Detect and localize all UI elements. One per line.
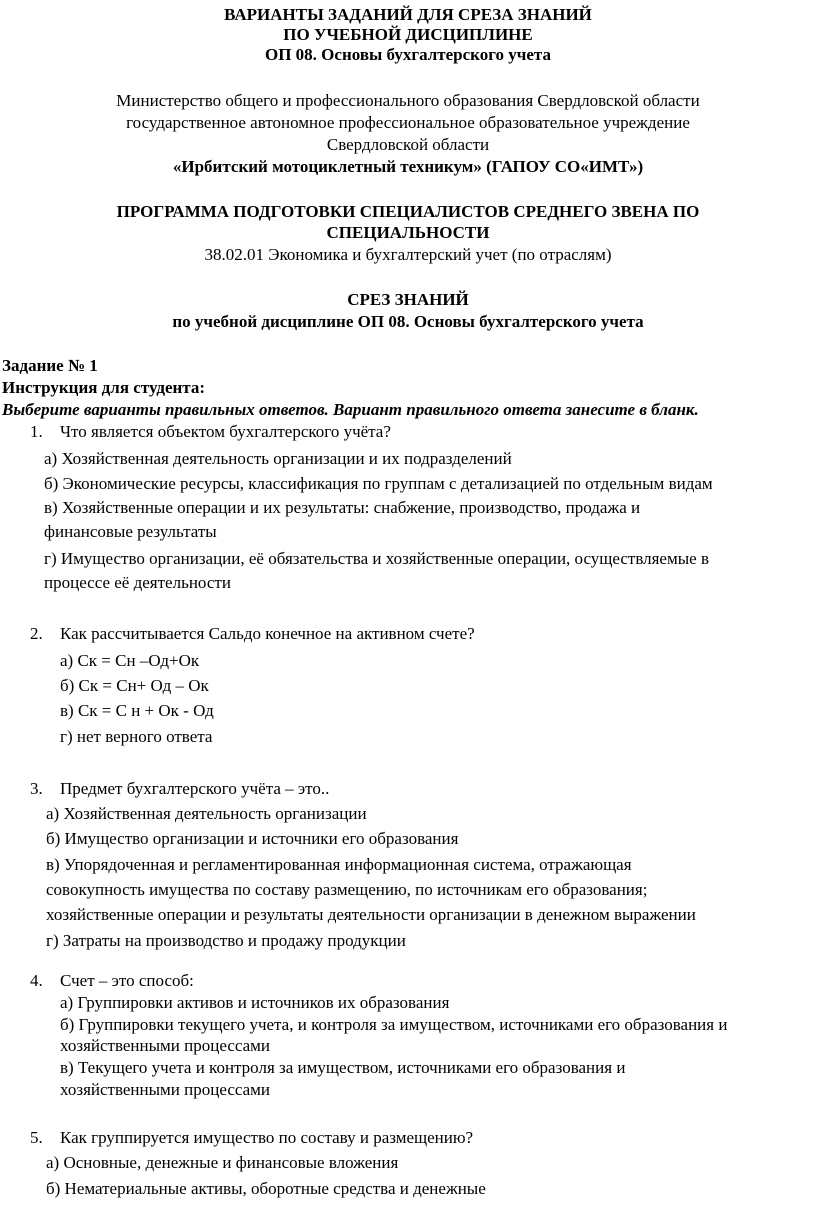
specialty-line: 38.02.01 Экономика и бухгалтерский учет (по отраслям) bbox=[204, 245, 612, 264]
answer-option-continuation: хозяйственные операции и результаты деятельности организации в денежном выражении bbox=[46, 905, 696, 924]
doc-title-line-2: ПО УЧЕБНОЙ ДИСЦИПЛИНЕ bbox=[283, 25, 533, 44]
answer-option: а) Группировки активов и источников их образования bbox=[60, 993, 450, 1012]
question-number: 1. bbox=[30, 422, 43, 441]
doc-title-line-3: ОП 08. Основы бухгалтерского учета bbox=[264, 45, 551, 64]
instruction-label: Инструкция для студента: bbox=[2, 378, 206, 397]
answer-option-continuation: процессе её деятельности bbox=[44, 573, 231, 592]
answer-option: б) Нематериальные активы, оборотные средства и денежные bbox=[46, 1179, 486, 1198]
ministry-line-3: Свердловской области bbox=[326, 135, 490, 154]
answer-option: а) Хозяйственная деятельность организации bbox=[46, 804, 367, 823]
doc-title-line-1: ВАРИАНТЫ ЗАДАНИЙ ДЛЯ СРЕЗА ЗНАНИЙ bbox=[224, 5, 592, 24]
ministry-line-2: государственное автономное профессиональное образовательное учреждение bbox=[126, 113, 690, 132]
srez-title: СРЕЗ ЗНАНИЙ bbox=[347, 290, 469, 309]
answer-option: г) Затраты на производство и продажу продукции bbox=[46, 931, 406, 950]
answer-option: г) нет верного ответа bbox=[60, 727, 213, 746]
answer-option: б) Ск = Сн+ Од – Ок bbox=[60, 676, 209, 695]
answer-option: б) Имущество организации и источники его образования bbox=[46, 829, 459, 848]
answer-option: в) Упорядоченная и регламентированная информационная система, отражающая bbox=[46, 855, 632, 874]
answer-option: в) Ск = С н + Ок - Од bbox=[60, 701, 214, 720]
answer-option-continuation: хозяйственными процессами bbox=[60, 1080, 271, 1099]
instruction-text: Выберите варианты правильных ответов. Вариант правильного ответа занесите в бланк. bbox=[2, 400, 699, 419]
question-number: 2. bbox=[30, 624, 43, 643]
answer-option-continuation: финансовые результаты bbox=[44, 522, 217, 541]
answer-option-continuation: совокупность имущества по составу размещению, по источникам его образования; bbox=[46, 880, 648, 899]
srez-subtitle: по учебной дисциплине ОП 08. Основы бухгалтерского учета bbox=[172, 312, 644, 331]
question-number: 4. bbox=[30, 971, 43, 990]
program-line-2: СПЕЦИАЛЬНОСТИ bbox=[326, 223, 490, 242]
question-text: Предмет бухгалтерского учёта – это.. bbox=[60, 779, 330, 798]
ministry-line-1: Министерство общего и профессионального образования Свердловской области bbox=[116, 91, 700, 110]
question-text: Как группируется имущество по составу и размещению? bbox=[60, 1128, 474, 1147]
answer-option-continuation: хозяйственными процессами bbox=[60, 1036, 271, 1055]
answer-option: а) Хозяйственная деятельность организации и их подразделений bbox=[44, 449, 512, 468]
question-text: Счет – это способ: bbox=[60, 971, 194, 990]
answer-option: а) Ск = Сн –Од+Ок bbox=[60, 651, 200, 670]
question-text: Как рассчитывается Сальдо конечное на активном счете? bbox=[60, 624, 475, 643]
program-line-1: ПРОГРАММА ПОДГОТОВКИ СПЕЦИАЛИСТОВ СРЕДНЕГО ЗВЕНА ПО bbox=[116, 202, 700, 221]
answer-option: б) Экономические ресурсы, классификация по группам с детализацией по отдельным видам bbox=[44, 474, 713, 493]
answer-option: в) Текущего учета и контроля за имуществом, источниками его образования и bbox=[60, 1058, 626, 1077]
answer-option: в) Хозяйственные операции и их результаты: снабжение, производство, продажа и bbox=[44, 498, 641, 517]
task-title: Задание № 1 bbox=[2, 356, 98, 375]
answer-option: г) Имущество организации, её обязательства и хозяйственные операции, осуществляемые в bbox=[44, 549, 709, 568]
question-number: 3. bbox=[30, 779, 43, 798]
answer-option: а) Основные, денежные и финансовые вложения bbox=[46, 1153, 399, 1172]
answer-option: б) Группировки текущего учета, и контроля за имуществом, источниками его образования и bbox=[60, 1015, 728, 1034]
question-text: Что является объектом бухгалтерского учёта? bbox=[60, 422, 391, 441]
institution-name: «Ирбитский мотоциклетный техникум» (ГАПОУ СО«ИМТ») bbox=[172, 157, 644, 176]
question-number: 5. bbox=[30, 1128, 43, 1147]
